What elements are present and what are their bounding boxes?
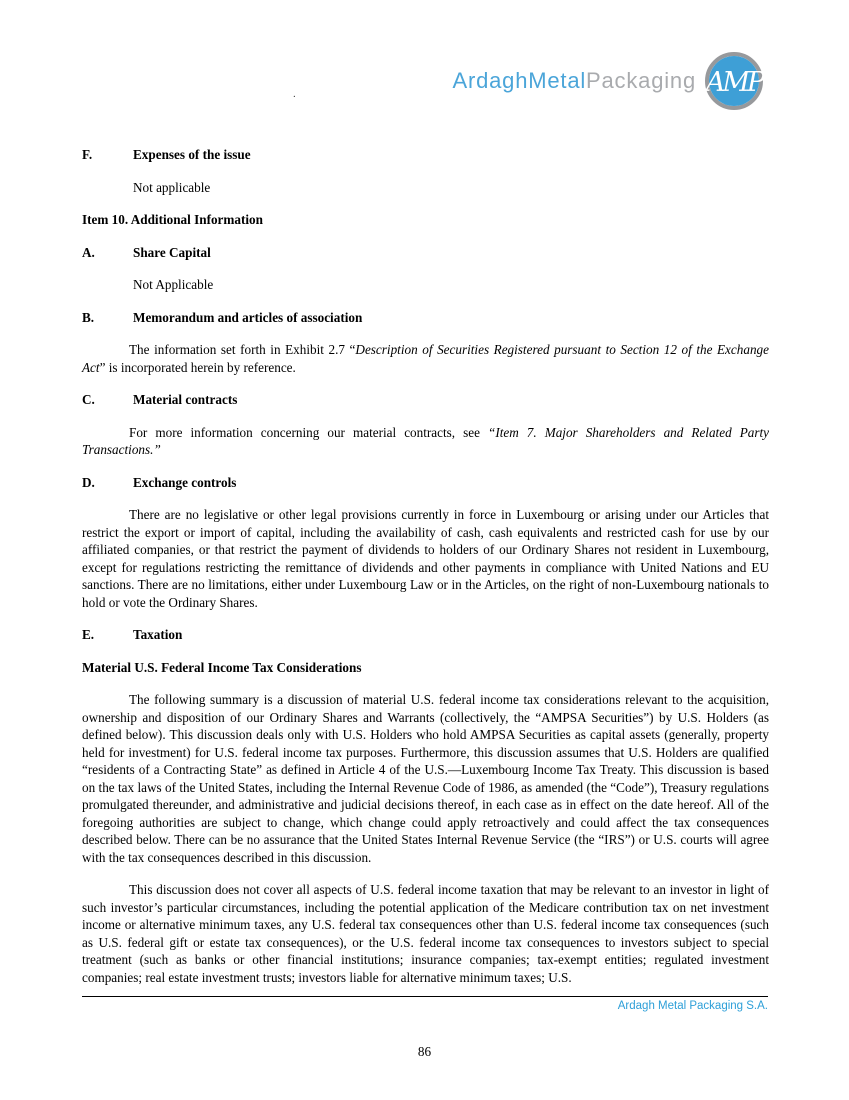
text-run: ” is incorporated herein by reference. <box>99 359 296 375</box>
stray-mark: . <box>293 88 296 100</box>
section-title: Exchange controls <box>133 474 237 490</box>
section-title: Taxation <box>133 627 183 642</box>
amp-monogram-letters: AMP <box>705 67 763 98</box>
section-letter: E. <box>82 627 95 642</box>
section-title: Share Capital <box>133 244 211 260</box>
section-heading: Material U.S. Federal Income Tax Considerations <box>82 659 362 675</box>
section-heading <box>82 244 769 262</box>
section-title: Memorandum and articles of association <box>133 309 363 325</box>
section-heading <box>82 309 769 327</box>
indented-line: Not applicable <box>133 179 211 195</box>
paragraph <box>82 424 769 459</box>
text-run: This discussion does not cover all aspects of U.S. federal income taxation that may be relevant to an investor in light of such investor’s particular circumstances, including the potential application of the Medicare contribution tax on net investment income or alternative minimum taxes, any U.S. federal tax consequences other than U.S. federal income tax consequences (such as U.S. federal gift or estate tax consequences), or the U.S. federal income tax consequences to investors subject to special treatment (such as banks or other financial institutions; insurance companies; tax-exempt entities; regulated investment companies; real estate investment trusts; investors liable for alternative minimum taxes; U.S. <box>82 882 769 985</box>
indented-line: Not Applicable <box>133 277 214 292</box>
section-letter: C. <box>82 392 95 407</box>
brand-wordmark-packaging: Packaging <box>586 68 696 93</box>
brand-wordmark-ardagh: Ardagh <box>452 68 529 93</box>
section-heading <box>82 391 769 409</box>
text-run: There are no legislative or other legal provisions currently in force in Luxembourg or arising under our Articles that restrict the export or import of capital, including the availability of cash, cash equivalents and restricted cash for use by our affiliated companies, or that restrict the payment of dividends to holders of our Ordinary Shares not resident in Luxembourg, except for regulations restricting the remittance of dividends and other payments in compliance with United Nations and EU sanctions. There are no limitations, either under Luxembourg Law or in the Articles, on the right of non-Luxembourg nationals to hold or vote the Ordinary Shares. <box>82 507 769 610</box>
footer-rule <box>82 996 768 997</box>
section-letter: B. <box>82 309 95 325</box>
italic-run: “Item 7. Major Shareholders and Related Party Transactions.” <box>82 424 769 457</box>
paragraph <box>82 881 769 986</box>
paragraph <box>82 506 769 611</box>
section-letter: A. <box>82 244 95 260</box>
section-heading <box>82 146 769 164</box>
text-run: The following summary is a discussion of material U.S. federal income tax considerations relevant to the acquisition, ownership and disposition of our Ordinary Shares and Warrants (collectively, the “AMPSA Securities”) by U.S. Holders (as defined below). This discussion deals only with U.S. Holders who hold AMPSA Securities as capital assets (generally, property held for investment) for U.S. federal income tax purposes. Furthermore, this discussion assumes that U.S. Holders are qualified “residents of a Contracting State” as defined in Article 4 of the U.S.—Luxembourg Income Tax Treaty. This discussion is based on the tax laws of the United States, including the Internal Revenue Code of 1986, as amended (the “Code”), Treasury regulations promulgated thereunder, and administrative and judicial decisions thereof, in each case as in effect on the date hereof. All of the foregoing authorities are subject to change, which change could apply retroactively and could affect the tax consequences described below. There can be no assurance that the United States Internal Revenue Service (the “IRS”) or U.S. courts will agree with the tax consequences described in this discussion. <box>82 692 769 865</box>
page-header <box>0 50 763 112</box>
paragraph <box>82 341 769 376</box>
section-title: Material contracts <box>133 392 238 407</box>
italic-run: Description of Securities Registered pursuant to Section 12 of the Exchange Act <box>82 342 769 375</box>
text-run: For more information concerning our material contracts, see <box>129 424 488 440</box>
section-title: Expenses of the issue <box>133 147 251 162</box>
section-letter: F. <box>82 147 93 162</box>
page-number: 86 <box>417 1044 432 1059</box>
text-run: The information set forth in Exhibit 2.7 “ <box>129 342 356 357</box>
brand-wordmark-metal: Metal <box>528 68 587 93</box>
section-letter: D. <box>82 474 95 490</box>
section-heading <box>82 626 769 644</box>
document-body <box>82 146 769 1001</box>
amp-monogram-icon <box>705 52 763 110</box>
section-heading <box>82 474 769 492</box>
paragraph <box>82 691 769 866</box>
brand-wordmark <box>453 70 697 92</box>
section-heading: Item 10. Additional Information <box>82 212 263 227</box>
footer-company: Ardagh Metal Packaging S.A. <box>617 1000 768 1012</box>
